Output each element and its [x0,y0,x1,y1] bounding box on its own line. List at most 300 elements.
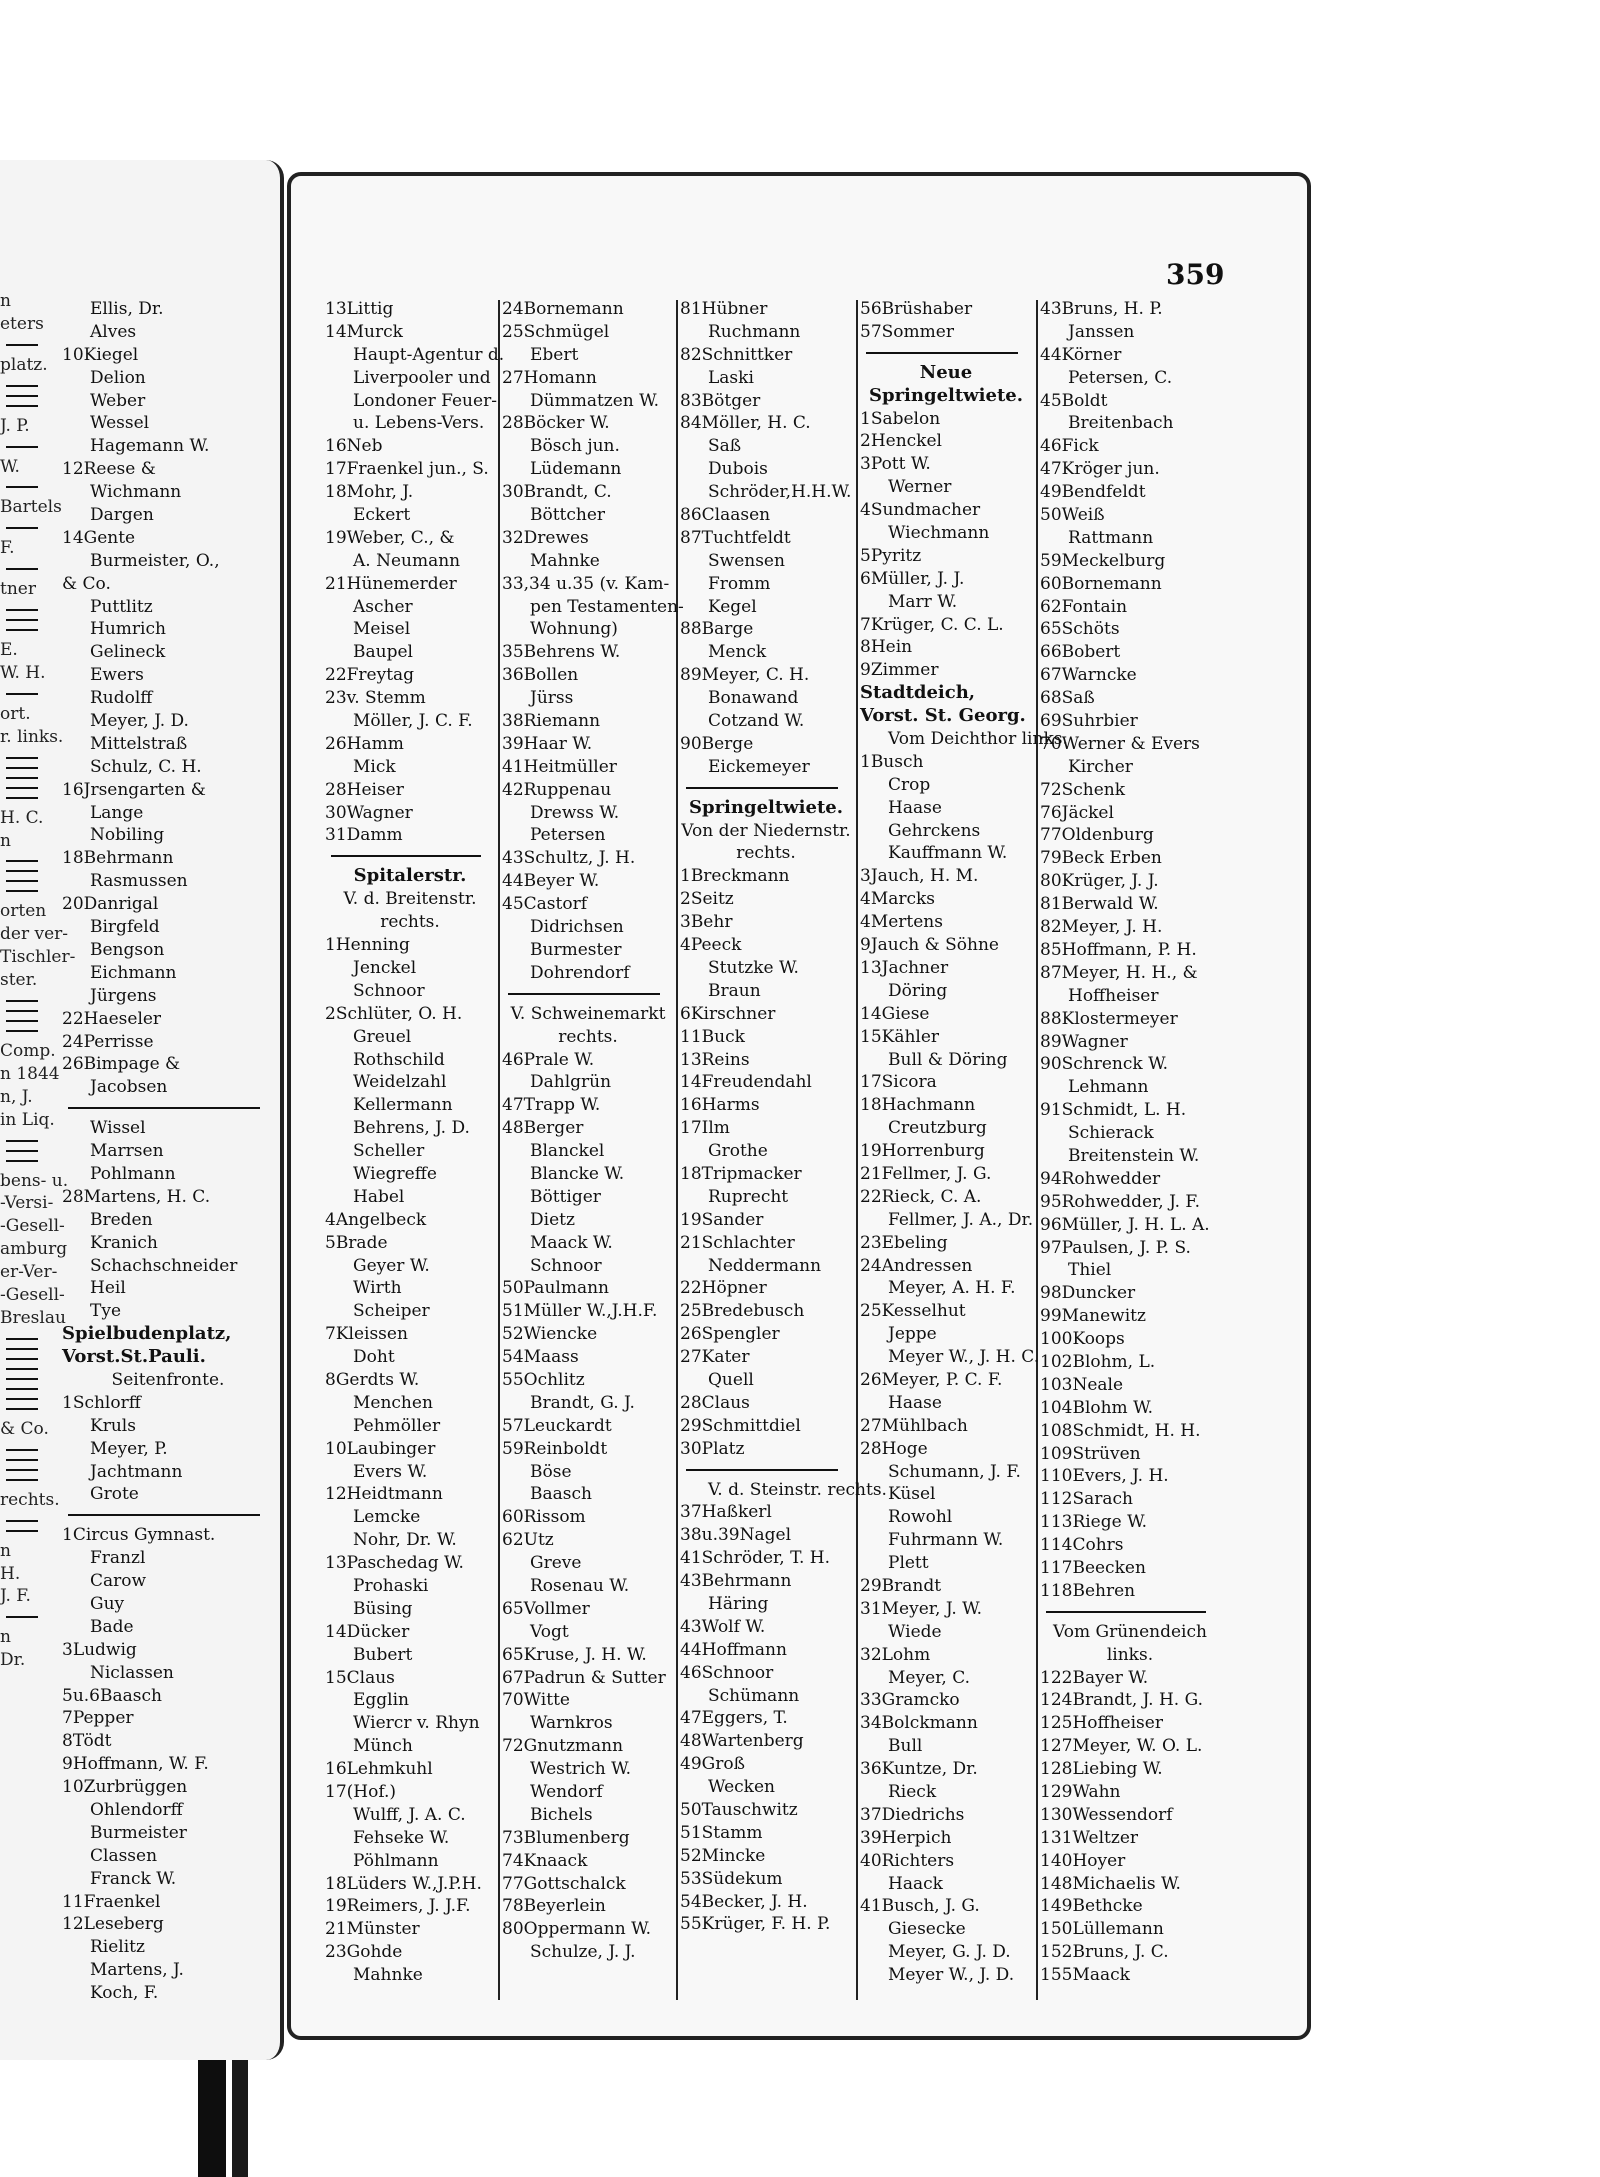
directory-entry: 65Kruse, J. H. W. [502,1644,647,1665]
directory-entry: 3Ludwig [62,1639,137,1660]
directory-entry: Fromm [708,573,771,594]
directory-entry: Martens, J. [90,1960,184,1981]
edge-fragment: Comp. [0,1041,56,1062]
directory-entry: Marr W. [888,591,958,612]
edge-fragment: tner [0,579,36,600]
directory-entry: Breitenbach [1068,413,1174,434]
directory-entry: 27Mühlbach [860,1415,968,1436]
directory-entry: 8Hein [860,637,913,658]
directory-entry: 103Neale [1040,1374,1124,1395]
directory-entry: Scheller [353,1141,425,1162]
directory-entry: Meisel [353,619,411,640]
directory-entry: 52Mincke [680,1845,766,1866]
directory-entry: 7Pepper [62,1708,134,1729]
edge-fragment: Bartels [0,497,62,518]
directory-entry: Doht [353,1347,395,1368]
directory-entry: 31Damm [325,825,403,846]
directory-entry: 24Bornemann [502,299,624,319]
directory-entry: 25Kesselhut [860,1301,966,1322]
directory-entry: 36Bollen [502,665,579,686]
directory-entry: Wiede [888,1621,942,1642]
directory-entry: Meyer, J. D. [90,711,189,732]
directory-entry: Bull [888,1736,923,1757]
directory-entry: 26Meyer, P. C. F. [860,1369,1003,1390]
directory-entry: 12Reese & [62,459,156,480]
directory-entry: 43Bruns, H. P. [1040,299,1163,319]
directory-entry: Ascher [353,596,413,617]
directory-entry: Burmester [530,939,622,960]
edge-fragment: Dr. [0,1650,26,1671]
directory-entry: 48Berger [502,1118,584,1139]
directory-entry: 60Bornemann [1040,573,1162,594]
directory-entry: 45Castorf [502,894,587,915]
directory-entry: 11Buck [680,1026,745,1047]
directory-entry: 90Berge [680,733,754,754]
directory-entry: Lüdemann [530,459,622,480]
directory-entry: Rowohl [888,1507,953,1528]
directory-entry: Maack W. [530,1232,613,1253]
section-rule [6,870,38,872]
directory-entry: 67Warncke [1040,665,1137,686]
section-rule [6,1520,38,1522]
directory-entry: Dümmatzen W. [530,390,660,411]
directory-entry: Rasmussen [90,871,188,892]
edge-fragment: -Gesell- [0,1285,65,1306]
directory-entry: Meyer, A. H. F. [888,1278,1016,1299]
directory-entry: Rattmann [1068,527,1154,548]
section-rule [6,1408,38,1410]
directory-entry: Ebert [530,344,579,365]
directory-entry: 70Witte [502,1690,570,1711]
directory-entry: Fuhrmann W. [888,1530,1004,1551]
directory-entry: 91Schmidt, L. H. [1040,1100,1187,1121]
directory-entry: 96Müller, J. H. L. A. [1040,1214,1210,1235]
directory-entry: 67Padrun & Sutter [502,1667,666,1688]
edge-fragment: E. [0,640,18,661]
edge-fragment: n [0,291,11,311]
directory-entry: Spielbudenplatz, [62,1323,232,1345]
directory-entry: 81Hübner [680,299,768,319]
directory-entry: 17Ilm [680,1118,730,1139]
column-divider [498,300,500,2000]
directory-entry: Liverpooler und [353,367,491,388]
directory-entry: Carow [90,1571,147,1592]
directory-entry: Wirth [353,1278,402,1299]
directory-entry: 55Ochlitz [502,1369,585,1390]
directory-entry: 28Hoge [860,1438,928,1459]
edge-fragment: n [0,830,11,851]
directory-entry: Kauffmann W. [888,843,1008,864]
directory-entry: 87Tuchtfeldt [680,527,791,548]
directory-entry: Pöhlmann [353,1850,439,1871]
directory-entry: 50Paulmann [502,1278,609,1299]
directory-entry: 15Kähler [860,1026,940,1047]
section-rule [6,1368,38,1370]
directory-entry: 18Behrmann [62,848,174,869]
directory-entry: 41Schröder, T. H. [680,1548,830,1569]
directory-entry: Puttlitz [90,596,153,617]
edge-fragment: er-Ver- [0,1262,58,1283]
directory-entry: Baasch [530,1484,592,1505]
directory-entry: Marrsen [90,1141,164,1162]
directory-entry: Dargen [90,505,154,526]
section-rule [686,787,838,789]
section-rule [6,1388,38,1390]
directory-entry: 81Berwald W. [1040,894,1159,915]
directory-entry: 125Hoffheiser [1040,1713,1163,1734]
directory-entry: 2Schlüter, O. H. [325,1003,463,1024]
section-rule [6,1469,38,1471]
directory-entry: Dubois [708,459,768,480]
directory-entry: Rudolff [90,688,153,709]
section-rule [6,1010,38,1012]
edge-fragment: Breslau [0,1307,66,1328]
directory-entry: 90Schrenck W. [1040,1054,1169,1075]
directory-entry: 33Gramcko [860,1690,960,1711]
directory-entry: u. Lebens-Vers. [353,413,485,434]
directory-entry: 26Bimpage & [62,1054,181,1075]
directory-entry: Prohaski [353,1575,429,1596]
directory-entry: 117Beecken [1040,1557,1146,1578]
section-rule [6,1616,38,1618]
directory-entry: 3Jauch, H. M. [860,866,979,887]
directory-entry: Wiechmann [888,523,990,544]
directory-entry: Pehmöller [353,1415,441,1436]
section-rule [6,1140,38,1142]
directory-entry: 13Littig [325,299,394,319]
directory-entry: 24Andressen [860,1255,973,1276]
directory-entry: Guy [90,1593,125,1614]
edge-fragment: & Co. [0,1418,49,1439]
directory-entry: Koch, F. [90,1983,159,2004]
directory-entry: Eckert [353,505,411,526]
directory-entry: 20Danrigal [62,894,159,915]
directory-entry: Münch [353,1736,413,1757]
section-rule [6,405,38,407]
directory-entry: Böse [530,1461,572,1482]
edge-fragment: platz. [0,354,48,375]
directory-entry: 79Beck Erben [1040,848,1162,869]
section-rule [6,1030,38,1032]
directory-entry: Blanckel [530,1141,605,1162]
directory-entry: Warnkros [530,1713,613,1734]
directory-entry: Wichmann [90,482,182,503]
directory-entry: Weber [90,390,146,411]
directory-entry: rechts. [558,1026,618,1047]
directory-entry: Baupel [353,642,413,663]
directory-entry: Burmeister [90,1822,187,1843]
directory-entry: 21Schlachter [680,1232,795,1253]
directory-entry: Burmeister, O., [90,550,220,571]
section-rule [6,446,38,448]
directory-entry: Westrich W. [530,1759,632,1780]
directory-entry: rechts. [736,843,796,864]
directory-entry: 19Sander [680,1209,764,1230]
edge-fragment: n, J. [0,1086,33,1107]
directory-entry: 3Behr [680,912,733,933]
directory-entry: Küsel [888,1484,936,1505]
directory-entry: 77Oldenburg [1040,825,1154,846]
directory-entry: 49Bendfeldt [1040,482,1146,503]
directory-entry: 51Müller W.,J.H.F. [502,1301,658,1322]
directory-entry: 23Ebeling [860,1232,948,1253]
directory-entry: 22Rieck, C. A. [860,1186,982,1207]
directory-entry: Haupt-Agentur d. [353,344,505,365]
directory-entry: 47Kröger jun. [1040,459,1160,480]
directory-entry: Meyer, P. [90,1438,168,1459]
section-rule [6,767,38,769]
directory-entry: 128Liebing W. [1040,1759,1163,1780]
directory-entry: 22Freytag [325,665,415,686]
directory-entry: Bubert [353,1644,413,1665]
directory-entry: 18Hachmann [860,1095,976,1116]
directory-entry: 7Kleissen [325,1324,408,1345]
directory-entry: 149Bethcke [1040,1896,1143,1917]
directory-entry: 55Krüger, F. H. P. [680,1914,831,1935]
directory-entry: Rothschild [353,1049,445,1070]
directory-entry: Hagemann W. [90,436,210,457]
edge-fragment: J. F. [0,1586,31,1607]
directory-entry: Janssen [1068,321,1135,342]
directory-entry: Wendorf [530,1782,603,1802]
directory-entry: 44Beyer W. [502,871,600,892]
directory-entry: Seitenfronte. [111,1369,225,1390]
directory-entry: 82Meyer, J. H. [1040,917,1163,938]
directory-entry: 17Fraenkel jun., S. [325,459,489,480]
edge-fragment: F. [0,538,15,559]
directory-entry: 89Meyer, C. H. [680,665,810,686]
section-rule [6,1358,38,1360]
directory-entry: 1Breckmann [680,866,790,887]
directory-entry: Neddermann [708,1255,822,1276]
directory-entry: 86Claasen [680,505,771,526]
directory-entry: Mahnke [530,550,600,571]
directory-entry: Jenckel [353,957,417,978]
directory-entry: 98Duncker [1040,1283,1136,1304]
directory-entry: Kellermann [353,1095,453,1116]
directory-entry: Dahlgrün [530,1072,612,1093]
directory-entry: Lehmann [1068,1077,1149,1098]
directory-entry: 36Kuntze, Dr. [860,1759,978,1780]
directory-entry: Bade [90,1616,134,1637]
directory-entry: Vom Grünendeich [1053,1621,1207,1642]
directory-entry: 27Kater [680,1347,750,1368]
edge-fragment: orten [0,901,47,922]
section-rule [6,1378,38,1380]
section-rule [6,860,38,862]
directory-entry: Gehrckens [888,820,981,841]
directory-entry: 84Möller, H. C. [680,413,811,434]
directory-entry: 6Kirschner [680,1003,776,1024]
directory-entry: 25Bredebusch [680,1301,805,1322]
directory-entry: Lange [90,802,144,823]
directory-entry: 94Rohwedder [1040,1168,1161,1189]
directory-entry: Meyer, C. [888,1667,971,1688]
directory-entry: Wulff, J. A. C. [353,1804,466,1825]
directory-entry: 14Gente [62,527,136,548]
edge-fragment: W. H. [0,663,46,684]
directory-entry: 129Wahn [1040,1782,1121,1802]
directory-entry: 12Leseberg [62,1914,164,1935]
directory-entry: 57Sommer [860,321,954,342]
directory-entry: Dietz [530,1209,575,1230]
edge-fragment: eters [0,313,44,334]
directory-entry: Nobiling [90,825,165,846]
directory-entry: 13Reins [680,1049,750,1070]
directory-entry: Jürss [530,688,574,709]
section-rule [68,1514,260,1516]
directory-entry: 45Boldt [1040,390,1108,411]
section-rule [6,880,38,882]
directory-entry: 4Sundmacher [860,500,981,521]
directory-entry: 24Perrisse [62,1031,154,1052]
directory-entry: Schumann, J. F. [888,1461,1021,1482]
directory-entry: 72Schenk [1040,779,1126,800]
directory-entry: Ewers [90,665,144,686]
directory-entry: 30Brandt, C. [502,482,612,503]
edge-fragment: in Liq. [0,1109,55,1130]
directory-entry: 41Heitmüller [502,756,617,777]
directory-entry: 30Wagner [325,802,413,823]
directory-entry: 140Hoyer [1040,1850,1126,1871]
directory-entry: Geyer W. [353,1255,430,1276]
directory-entry: Grothe [708,1141,768,1162]
directory-entry: Bonawand [708,688,799,709]
directory-entry: 100Koops [1040,1329,1125,1350]
directory-entry: 53Südekum [680,1868,783,1889]
column-divider [1036,300,1038,2000]
directory-entry: Schulze, J. J. [530,1942,636,1963]
section-rule [6,777,38,779]
directory-column-2 [502,298,684,1964]
directory-entry: 152Bruns, J. C. [1040,1942,1169,1963]
directory-entry: 65Vollmer [502,1598,590,1619]
directory-entry: 19Horrenburg [860,1141,985,1162]
directory-entry: Stutzke W. [708,957,799,978]
directory-entry: 85Hoffmann, P. H. [1040,939,1197,960]
directory-entry: 10Kiegel [62,344,139,365]
directory-entry: Blancke W. [530,1163,625,1184]
directory-entry: Drewss W. [530,802,620,823]
directory-entry: V. Schweinemarkt [510,1003,666,1024]
directory-entry: 29Brandt [860,1575,942,1596]
section-rule [6,1160,38,1162]
section-rule [6,619,38,621]
directory-entry: 59Reinboldt [502,1438,608,1459]
directory-entry: Menchen [353,1392,433,1413]
page-number: 359 [1166,258,1225,291]
directory-entry: Ellis, Dr. [90,299,164,319]
directory-entry: 70Werner & Evers [1040,733,1200,754]
directory-entry: 28Böcker W. [502,413,610,434]
directory-entry: 27Homann [502,367,597,388]
directory-entry: Jeppe [888,1324,937,1345]
directory-entry: 14Freudendahl [680,1072,812,1093]
directory-entry: 80Oppermann W. [502,1919,651,1940]
directory-entry: 46Prale W. [502,1049,595,1070]
directory-entry: Kranich [90,1232,158,1253]
directory-entry: 3Pott W. [860,454,931,475]
directory-entry: Ruchmann [708,321,801,342]
directory-entry: 5Pyritz [860,545,922,566]
directory-entry: Bösch jun. [530,436,620,457]
directory-entry: 44Körner [1040,344,1122,365]
section-rule [6,1020,38,1022]
directory-entry: 11Fraenkel [62,1891,161,1912]
directory-entry: Kegel [708,596,757,617]
directory-entry: 16Harms [680,1095,760,1116]
directory-entry: 88Barge [680,619,754,640]
section-rule [6,757,38,759]
directory-entry: 97Paulsen, J. P. S. [1040,1237,1191,1258]
directory-entry: 82Schnittker [680,344,793,365]
directory-entry: rechts. [380,912,440,933]
directory-entry: Pohlmann [90,1163,176,1184]
directory-entry: Delion [90,367,146,388]
directory-entry: 104Blohm W. [1040,1397,1153,1418]
directory-column-5 [1040,298,1220,1987]
directory-entry: Wissel [90,1118,146,1139]
edge-fragment: n 1844 [0,1063,60,1084]
directory-entry: 37Diedrichs [860,1804,965,1825]
directory-entry: 10Zurbrüggen [62,1777,188,1798]
left-page-column [62,298,274,2005]
directory-entry: 16Jrsengarten & [62,779,206,800]
directory-entry: Jürgens [90,985,157,1006]
directory-entry: 51Stamm [680,1822,763,1843]
edge-fragment: -Gesell- [0,1216,65,1237]
directory-entry: Springeltwiete. [868,384,1023,406]
directory-entry: Schierack [1068,1123,1154,1144]
directory-entry: Braun [708,980,761,1001]
edge-fragment: H. [0,1563,21,1584]
directory-entry: Greuel [353,1026,412,1047]
directory-entry: 16Neb [325,436,383,457]
directory-entry: Weidelzahl [353,1072,447,1093]
edge-fragment: Tischler- [0,947,76,968]
directory-entry: Cotzand W. [708,711,805,732]
directory-entry: Franzl [90,1548,146,1569]
section-rule [6,385,38,387]
directory-entry: 43Wolf W. [680,1616,766,1637]
edge-fragment: der ver- [0,924,69,945]
directory-entry: Möller, J. C. F. [353,711,473,732]
directory-entry: 4Mertens [860,912,943,933]
directory-entry: 46Fick [1040,436,1099,457]
directory-entry: 47Trapp W. [502,1095,601,1116]
section-rule [6,1459,38,1461]
edge-fragment: rechts. [0,1489,60,1510]
section-rule [6,890,38,892]
directory-entry: 30Platz [680,1438,745,1459]
directory-entry: 39Herpich [860,1827,952,1848]
directory-entry: 87Meyer, H. H., & [1040,962,1198,983]
directory-entry: links. [1106,1644,1154,1665]
directory-entry: Haase [888,797,942,818]
section-rule [6,1449,38,1451]
directory-entry: 19Reimers, J. J.F. [325,1896,471,1917]
directory-entry: 2Henckel [860,431,942,452]
directory-entry: 14Dücker [325,1621,410,1642]
directory-entry: Petersen [530,825,606,846]
directory-entry: Lemcke [353,1507,421,1528]
directory-entry: 38u.39Nagel [680,1525,792,1546]
directory-entry: Schröder,H.H.W. [708,482,852,503]
directory-entry: Franck W. [90,1868,177,1889]
directory-entry: 40Richters [860,1850,955,1871]
section-rule [6,1479,38,1481]
directory-entry: 22Höpner [680,1278,767,1299]
